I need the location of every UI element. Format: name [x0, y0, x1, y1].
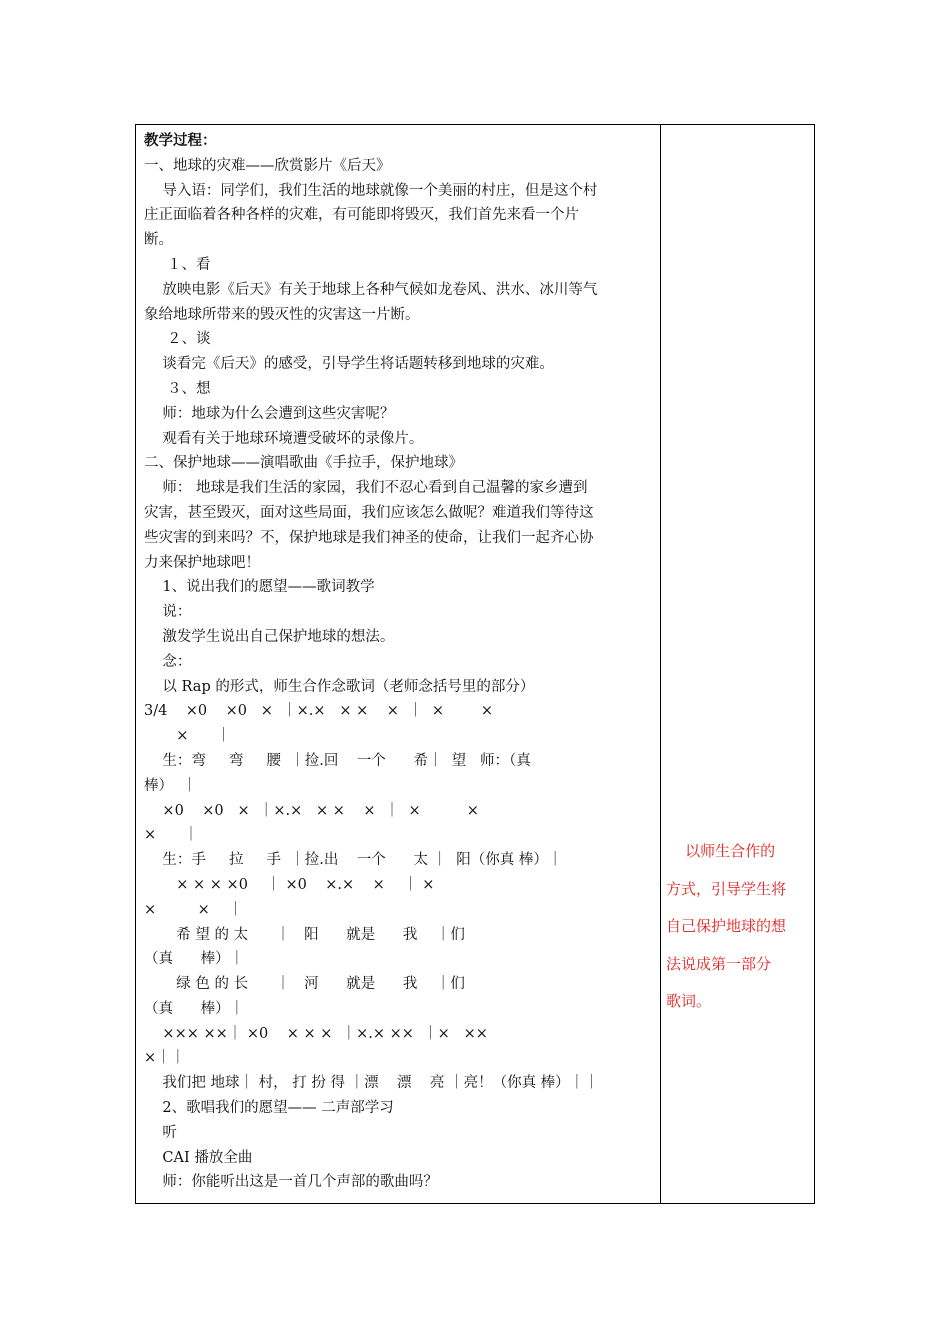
side-note-line: 自己保护地球的想: [666, 917, 787, 935]
text-line: （真 棒）｜: [144, 1000, 245, 1017]
side-note-line: 法说成第一部分: [666, 954, 772, 973]
text-line: 些灾害的到来吗？不，保护地球是我们神圣的使命，让我们一起齐心协: [144, 529, 594, 546]
text-line: 导入语：同学们，我们生活的地球就像一个美丽的村庄，但是这个村: [144, 182, 598, 199]
text-line: × ｜: [144, 827, 199, 844]
column-divider: [660, 125, 661, 1203]
teacher-note-column: [666, 833, 810, 1021]
text-line: ××× ××｜ ×0 × × × ｜×.× ×× ｜× ××: [144, 1025, 488, 1042]
text-line: １、看: [144, 256, 211, 273]
text-line: 我们把 地球｜ 村， 打 扮 得 ｜漂 漂 亮 ｜亮！（你真 棒）｜｜: [144, 1075, 599, 1092]
text-line: 棒） ｜: [144, 777, 197, 794]
text-line: CAI 播放全曲: [144, 1149, 253, 1166]
text-line: ×｜｜: [144, 1050, 186, 1067]
text-line: 希 望 的 太 ｜ 阳 就是 我 ｜们: [144, 926, 465, 943]
text-line: 生：手 拉 手 ｜捡.出 一个 太 ｜ 阳（你真 棒）｜: [144, 852, 563, 869]
text-line: 绿 色 的 长 ｜ 河 就是 我 ｜们: [144, 976, 465, 993]
lesson-table: [135, 124, 815, 1204]
section-heading: 教学过程：: [144, 132, 217, 149]
text-line: ３、想: [144, 380, 211, 397]
text-line: 以 Rap 的形式，师生合作念歌词（老师念括号里的部分）: [144, 678, 535, 695]
text-line: 谈看完《后天》的感受，引导学生将话题转移到地球的灾难。: [144, 356, 554, 373]
text-line: × × × ×0 ｜ ×0 ×.× × ｜ ×: [144, 876, 435, 893]
text-line: 观看有关于地球环境遭受破坏的录像片。: [144, 430, 424, 447]
text-line: 断。: [144, 232, 173, 249]
text-line: 力来保护地球吧！: [144, 554, 260, 571]
text-line: 说：: [144, 604, 192, 621]
side-note-line: 歌词。: [666, 992, 712, 1010]
teaching-process-column: [144, 129, 656, 1195]
text-line: 2、歌唱我们的愿望—— 二声部学习: [144, 1100, 394, 1117]
side-note-line: 方式，引导学生将: [666, 879, 787, 898]
text-line: 象给地球所带来的毁灭性的灾害这一片断。: [144, 306, 420, 323]
text-line: × ｜: [144, 728, 231, 745]
text-line: 3/4 ×0 ×0 × ｜×.× × × × ｜ × ×: [144, 703, 493, 720]
text-line: ２、谈: [144, 331, 211, 348]
text-line: 放映电影《后天》有关于地球上各种气候如龙卷风、洪水、冰川等气: [144, 281, 598, 298]
text-line: 庄正面临着各种各样的灾难，有可能即将毁灭，我们首先来看一个片: [144, 207, 579, 224]
text-line: （真 棒）｜: [144, 951, 245, 968]
side-note-line: 以师生合作的: [666, 842, 776, 860]
text-line: 师：地球为什么会遭到这些灾害呢？: [144, 405, 395, 422]
text-line: ×0 ×0 × ｜×.× × × × ｜ × ×: [144, 802, 479, 819]
text-line: 听: [144, 1124, 177, 1141]
text-line: 师：你能听出这是一首几个声部的歌曲吗？: [144, 1174, 438, 1191]
text-line: 一、地球的灾难——欣赏影片《后天》: [144, 157, 391, 174]
text-line: 二、保护地球——演唱歌曲《手拉手，保护地球》: [144, 455, 463, 472]
text-line: 1、说出我们的愿望——歌词教学: [144, 579, 375, 596]
text-line: 师： 地球是我们生活的家园，我们不忍心看到自己温馨的家乡遭到: [144, 480, 588, 497]
text-line: 灾害，甚至毁灭，面对这些局面，我们应该怎么做呢？难道我们等待这: [144, 504, 594, 521]
text-line: 生：弯 弯 腰 ｜捡.回 一个 希｜ 望 师：（真: [144, 752, 531, 769]
text-line: × × ｜: [144, 901, 243, 918]
text-line: 念：: [144, 653, 192, 670]
text-line: 激发学生说出自己保护地球的想法。: [144, 628, 395, 645]
